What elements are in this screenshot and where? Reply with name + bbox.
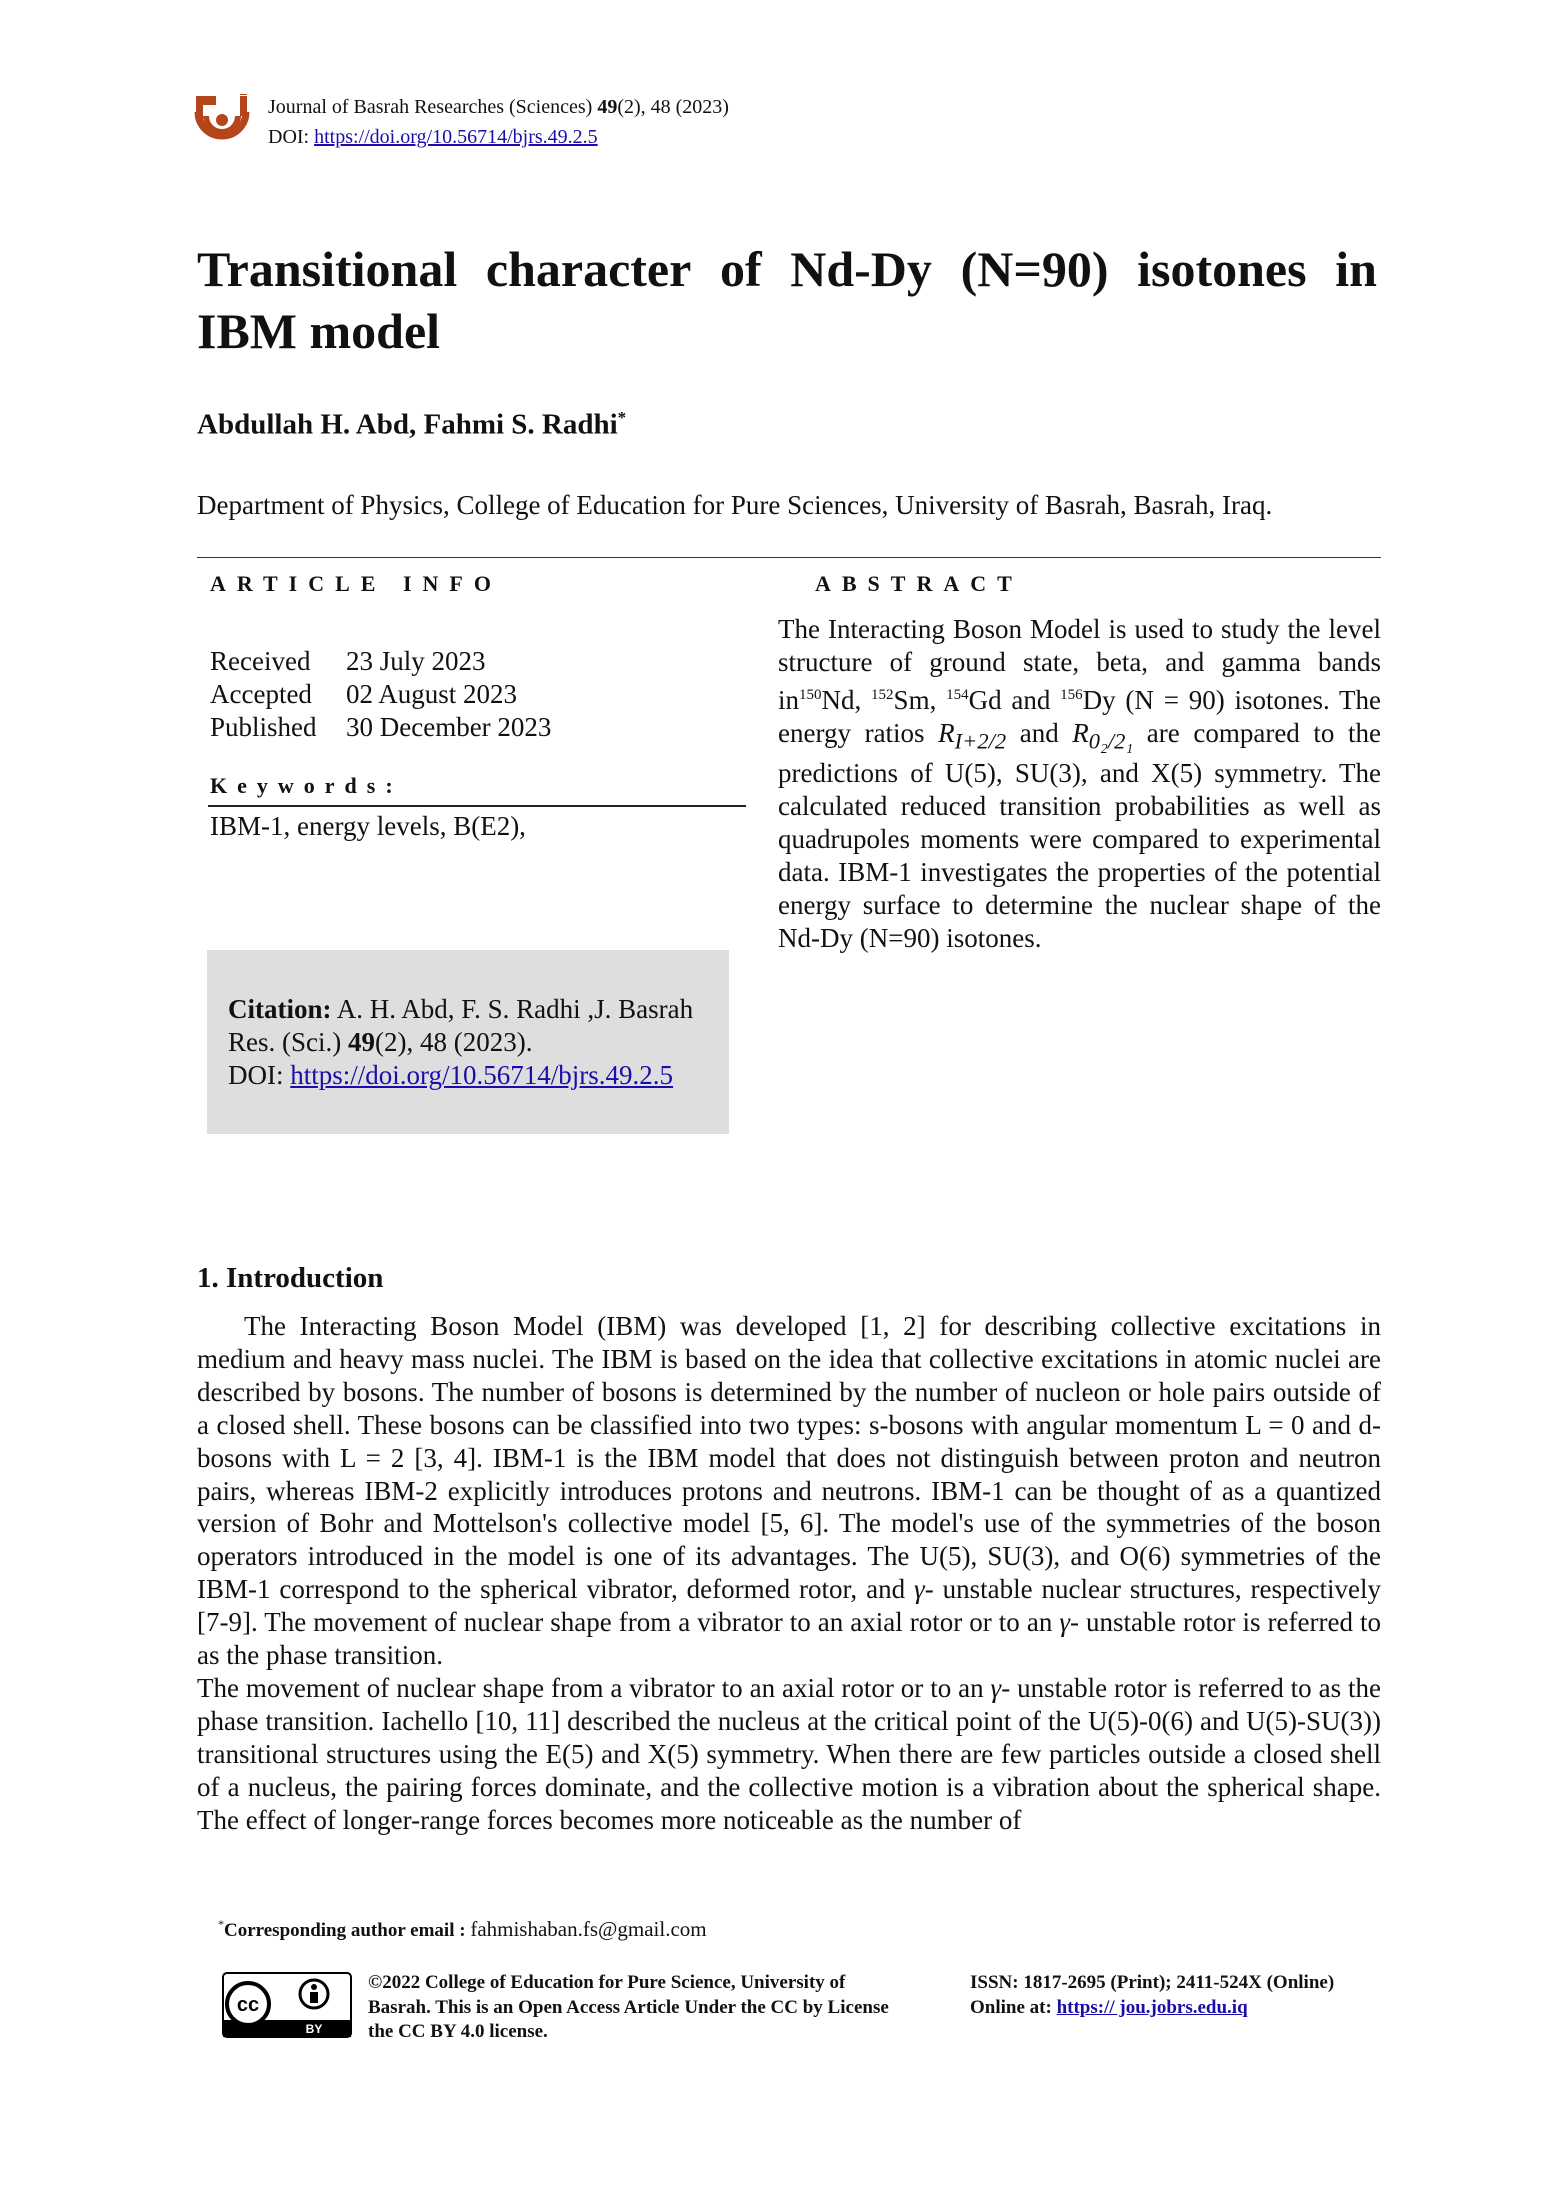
paper-title xyxy=(197,238,1377,362)
issn: ISSN: 1817-2695 (Print); 2411-524X (Online) xyxy=(970,1972,1335,1993)
authors xyxy=(197,408,626,442)
abstract-heading: ABSTRACT xyxy=(815,571,1023,596)
intro-p1-part-c: - unstable rotor is referred to as the phase transition. xyxy=(197,1607,1381,1671)
received-date: 23 July 2023 xyxy=(346,646,486,676)
introduction-body xyxy=(197,1310,1381,1837)
corresponding-author xyxy=(218,1917,707,1942)
published-row xyxy=(210,711,551,744)
accepted-row xyxy=(210,678,551,711)
title-word: Nd-Dy xyxy=(790,241,932,297)
article-info-heading: ARTICLE INFO xyxy=(210,571,502,596)
gamma-symbol: γ xyxy=(914,1574,925,1605)
ratio-symbol-2: R xyxy=(1072,718,1089,748)
intro-paragraph-2 xyxy=(197,1672,1381,1837)
corr-email: fahmishaban.fs@gmail.com xyxy=(470,1917,707,1941)
citation-issue: (2), 48 (2023). xyxy=(374,1027,533,1057)
citation-volume: 49 xyxy=(347,1027,375,1057)
title-word: in xyxy=(1335,241,1377,297)
intro-p2-part-b: - unstable rotor is referred to as the phase transition. Iachello [10, 11] described the nucleus at the critical point of the U(5)-0(6) and U(5)-SU(3)) transitional structures using the E(5) and X(5) symmetry. When there are few particles outside a closed shell of a nucleus, the pairing forces dominate, and the collective motion is a vibration about the spherical shape. The effect of longer-range forces becomes more noticeable as the number of xyxy=(197,1672,1381,1835)
header-doi-link[interactable]: https://doi.org/10.56714/bjrs.49.2.5 xyxy=(314,126,598,148)
title-word: character xyxy=(485,241,692,297)
corresponding-mark: * xyxy=(617,408,627,427)
title-word: isotones xyxy=(1137,241,1307,297)
ratio-subscript-2: 0₂/2₁ xyxy=(1088,728,1134,754)
gamma-symbol: γ xyxy=(990,1672,1002,1703)
article-dates xyxy=(210,645,551,744)
abstract-part-1: The Interacting Boson Model is used to study the level structure of ground state, beta, and gamma bands in xyxy=(778,614,1381,715)
received-row xyxy=(210,645,551,678)
abstract-part-2: are compared to the predictions of U(5), SU(3), and X(5) symmetry. The calculated reduced transition probabilities as well as quadrupoles moments were compared to experimental data. IBM-1 investigates the properties of the potential energy surface to determine the nuclear shape of the Nd-Dy (N=90) isotones. xyxy=(778,718,1381,954)
accepted-label: Accepted xyxy=(210,679,312,709)
citation-label: Citation: xyxy=(228,994,332,1024)
title-line-2: IBM model xyxy=(197,303,441,359)
header-doi xyxy=(268,124,598,150)
keywords-heading: Keywords: xyxy=(210,773,403,798)
keywords-divider xyxy=(208,805,746,807)
header-divider xyxy=(197,557,1381,558)
online-at xyxy=(970,1996,1334,2021)
journal-citation-header xyxy=(268,94,729,120)
element-sm: Sm, xyxy=(893,685,947,715)
citation-text xyxy=(228,993,718,1092)
cc-badge-text: BY xyxy=(305,2022,323,2036)
mass-154: 154 xyxy=(946,687,969,703)
intro-p1-part-b: - unstable nuclear structures, respectively [7-9]. The movement of nuclear shape from a vibrator to an axial rotor or to an xyxy=(197,1574,1381,1638)
citation-authors: A. H. Abd, F. S. Radhi ,J. Basrah Res. (Sci.) xyxy=(228,994,694,1057)
corr-label: Corresponding author email : xyxy=(224,1920,471,1941)
published-date: 30 December 2023 xyxy=(346,712,552,742)
issn-block xyxy=(970,1971,1334,2020)
svg-text:cc: cc xyxy=(236,1994,260,2016)
affiliation: Department of Physics, College of Education for Pure Sciences, University of Basrah, Basrah, Iraq. xyxy=(197,490,1273,520)
introduction-heading: 1. Introduction xyxy=(197,1262,384,1294)
element-dy: Dy (N = 90) isotones. The energy ratios xyxy=(778,685,1382,748)
author-names: Abdullah H. Abd, Fahmi S. Radhi xyxy=(197,408,618,441)
journal-website-link[interactable]: https:// jou.jobrs.edu.iq xyxy=(1056,1996,1248,2018)
license-text: ©2022 College of Education for Pure Science, University of Basrah. This is an Open Access Article Under the CC by License the CC BY 4.0 license. xyxy=(368,1972,889,2042)
mass-150: 150 xyxy=(799,687,822,703)
journal-issue: (2), 48 (2023) xyxy=(617,96,729,118)
title-word: (N=90) xyxy=(960,241,1109,297)
journal-name: Journal of Basrah Researches (Sciences) xyxy=(268,96,598,118)
element-gd: Gd and xyxy=(968,685,1061,715)
ratio-symbol-1: R xyxy=(938,718,955,748)
title-word: of xyxy=(719,241,762,297)
doi-label: DOI: xyxy=(268,126,315,148)
corr-mark: * xyxy=(218,1917,224,1931)
cc-by-license-icon xyxy=(222,1972,352,2038)
intro-p2-part-a: The movement of nuclear shape from a vibrator to an axial rotor or to an xyxy=(197,1672,991,1703)
mass-156: 156 xyxy=(1060,687,1083,703)
abstract-and: and xyxy=(1006,718,1073,748)
gamma-symbol: γ xyxy=(1059,1607,1070,1638)
intro-paragraph-1 xyxy=(197,1310,1381,1672)
ratio-subscript-1: I+2/2 xyxy=(954,728,1007,754)
abstract-text xyxy=(778,613,1381,955)
journal-volume: 49 xyxy=(597,96,618,118)
intro-p1-part-a: The Interacting Boson Model (IBM) was developed [1, 2] for describing collective excitations in medium and heavy mass nuclei. The IBM is based on the idea that collective excitations in atomic nuclei are described by bosons. The number of bosons is determined by the number of nucleon or hole pairs outside of a closed shell. These bosons can be classified into two types: s-bosons with angular momentum L = 0 and d-bosons with L = 2 [3, 4]. IBM-1 is the IBM model that does not distinguish between proton and neutron pairs, whereas IBM-2 explicitly introduces protons and neutrons. IBM-1 can be thought of as a quantized version of Bohr and Mottelson's collective model [5, 6]. The model's use of the symmetries of the boson operators introduced in the model is one of its advantages. The U(5), SU(3), and O(6) symmetries of the IBM-1 correspond to the spherical vibrator, deformed rotor, and xyxy=(197,1311,1381,1605)
mass-152: 152 xyxy=(871,687,894,703)
journal-logo-icon xyxy=(192,94,252,156)
citation-doi-link[interactable]: https://doi.org/10.56714/bjrs.49.2.5 xyxy=(290,1060,674,1090)
citation-doi-label: DOI: xyxy=(228,1060,291,1090)
accepted-date: 02 August 2023 xyxy=(346,679,518,709)
received-label: Received xyxy=(210,646,311,676)
keywords: IBM-1, energy levels, B(E2), xyxy=(210,811,526,841)
published-label: Published xyxy=(210,712,317,742)
element-nd: Nd, xyxy=(821,685,872,715)
title-line-1 xyxy=(197,238,1377,300)
title-word: Transitional xyxy=(197,241,458,297)
online-label: Online at: xyxy=(970,1996,1057,2018)
